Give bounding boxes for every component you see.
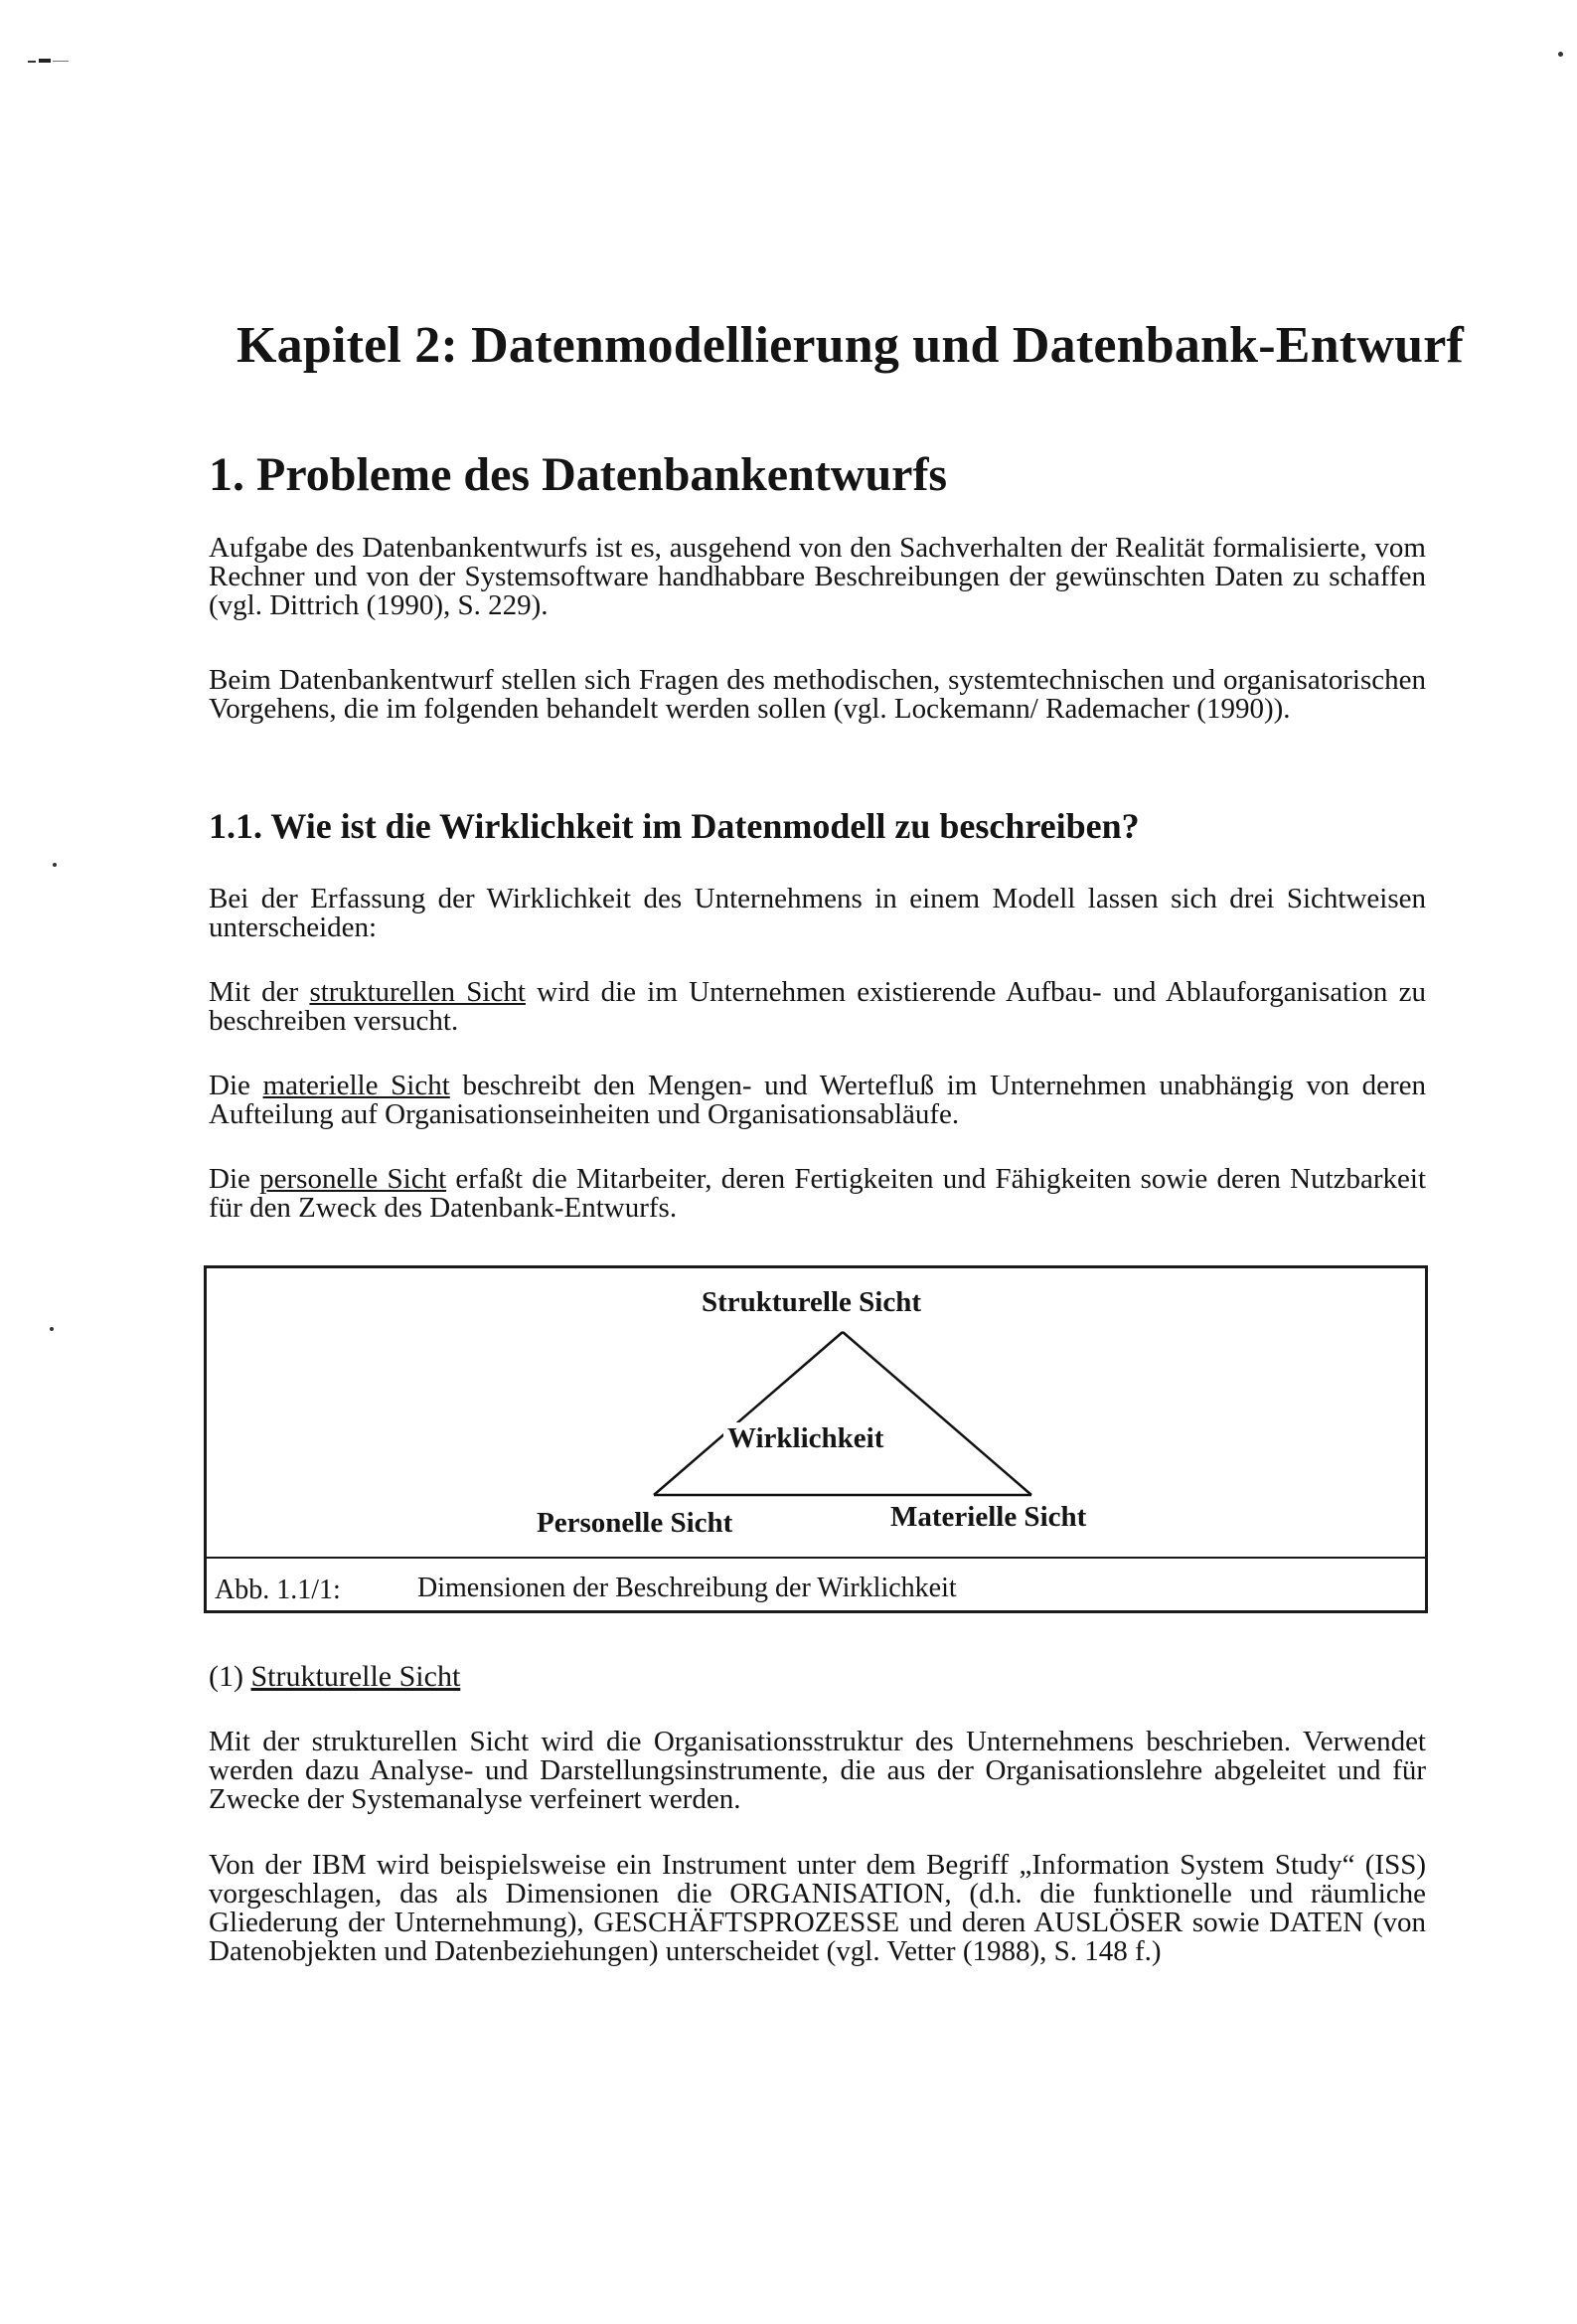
paragraph-structural-view — [209, 978, 1426, 1036]
sub-heading-structural — [209, 1662, 1426, 1691]
label-reality: Wirklichkeit — [723, 1422, 887, 1455]
scan-artifact-dot — [50, 1327, 54, 1331]
figure-caption — [207, 1557, 1425, 1612]
term-personnel-view: personelle Sicht — [259, 1163, 447, 1195]
scan-artifact-dot — [53, 863, 57, 867]
label-personnel-view: Personelle Sicht — [537, 1507, 733, 1539]
paragraph-ibm-iss: Von der IBM wird beispielsweise ein Instrument unter dem Begriff „Information System Study“ (ISS) vorgeschlagen, das als Dimensionen die ORGANISATION, (d.h. die funktionelle und räumliche Gliederung der Unternehmung), GESCHÄFTSPROZESSE und deren AUSLÖSER sowie DATEN (von Datenobjekten und Datenbeziehungen) unterscheidet (vgl. Vetter (1988), S. 148 f.) — [209, 1849, 1426, 1967]
sub-heading-title: Strukturelle Sicht — [250, 1660, 461, 1693]
scan-artifact-dot — [1558, 52, 1563, 57]
label-structural-view: Strukturelle Sicht — [702, 1286, 921, 1318]
text-prefix: Die — [209, 1070, 250, 1101]
chapter-title: Kapitel 2: Datenmodellierung und Datenbank-Entwurf — [237, 317, 1464, 374]
sub-heading-number: (1) — [209, 1660, 243, 1693]
subsection-title: 1.1. Wie ist die Wirklichkeit im Datenmodell zu beschreiben? — [209, 806, 1140, 846]
term-material-view: materielle Sicht — [262, 1070, 450, 1101]
paragraph-questions: Beim Datenbankentwurf stellen sich Fragen des methodischen, systemtechnischen und organisatorischen Vorgehens, die im folgenden behandelt werden sollen (vgl. Lockemann/ Rademacher (1990)). — [209, 664, 1426, 725]
triangle-diagram — [644, 1328, 1041, 1497]
figure-diagram — [207, 1268, 1425, 1557]
label-material-view: Materielle Sicht — [890, 1501, 1087, 1533]
paragraph-material-view — [209, 1072, 1426, 1129]
text-rest: wird die im Unternehmen existierende Aufbau- und Ablauforganisation zu beschreiben versucht. — [209, 976, 1427, 1037]
caption-label: Abb. 1.1/1: — [215, 1575, 341, 1605]
text-rest: erfaßt die Mitarbeiter, deren Fertigkeiten und Fähigkeiten sowie deren Nutzbarkeit für den Zweck des Datenbank-Entwurfs. — [209, 1163, 1427, 1224]
section-title: 1. Probleme des Datenbankentwurfs — [209, 448, 948, 501]
paragraph-intro: Bei der Erfassung der Wirklichkeit des Unternehmens in einem Modell lassen sich drei Sichtweisen unterscheiden: — [209, 883, 1426, 943]
figure-dimensions — [204, 1265, 1428, 1613]
text-rest: beschreibt den Mengen- und Wertefluß im Unternehmen unabhängig von deren Aufteilung auf Organisationseinheiten und Organisationsabläufe. — [209, 1070, 1427, 1130]
paragraph-personnel-view — [209, 1165, 1426, 1223]
paragraph-task: Aufgabe des Datenbankentwurfs ist es, ausgehend von den Sachverhalten der Realität formalisierte, vom Rechner und von der Systemsoftware handhabbare Beschreibungen der gewünschten Daten zu schaffen (vgl. Dittrich (1990), S. 229). — [209, 532, 1426, 621]
scan-artifact-mark — [28, 58, 70, 64]
term-structural-view: strukturellen Sicht — [309, 976, 526, 1008]
text-prefix: Mit der — [209, 976, 299, 1008]
caption-text: Dimensionen der Beschreibung der Wirklichkeit — [417, 1573, 957, 1603]
text-prefix: Die — [209, 1163, 250, 1195]
paragraph-structural-description: Mit der strukturellen Sicht wird die Organisationsstruktur des Unternehmens beschrieben. Verwendet werden dazu Analyse- und Darstellungsinstrumente, die aus der Organisationslehre abgeleitet und für Zwecke der Systemanalyse verfeinert werden. — [209, 1726, 1426, 1815]
